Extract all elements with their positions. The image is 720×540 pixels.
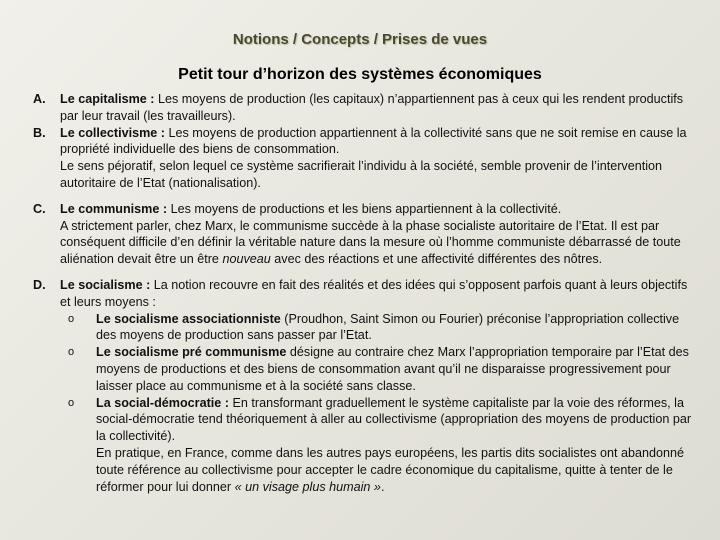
emphasis-text: « un visage plus humain » xyxy=(234,479,381,494)
list-item xyxy=(33,311,699,345)
section-d xyxy=(33,277,699,311)
list-item-body: désigne au contraire chez Marx l’appropriation temporaire par l’Etat des moyens de productions et des biens de consommation avant qu’il ne disparaisse progressivement pour laisser place au communisme et à la société sans classe. xyxy=(96,345,689,393)
header-title: Notions / Concepts / Prises de vues xyxy=(232,31,488,48)
list-item-body: (Proudhon, Saint Simon ou Fourier) préconise l’appropriation collective des moyens de production sans passer par l’Etat. xyxy=(96,311,680,343)
section-b xyxy=(33,125,699,192)
section-text-2 xyxy=(60,218,699,268)
bullet-icon: o xyxy=(68,312,75,325)
page-title: Petit tour d’horizon des systèmes économiques xyxy=(178,66,542,83)
section-text xyxy=(60,201,699,218)
list-item-text xyxy=(96,344,699,394)
list-item xyxy=(33,395,699,496)
content xyxy=(33,91,699,495)
section-body: La notion recouvre en fait des réalités et des idées qui s’opposent parfois quant à leurs objectifs et leurs moyens : xyxy=(60,277,688,309)
list-item-body: En transformant graduellement le système capitaliste par la voie des réformes, la social-démocratie tend théoriquement à aller au collectivisme (appropriation des moyens de production par la collectivité). xyxy=(96,395,692,444)
section-body: avec des réactions et une affectivité différentes des nôtres. xyxy=(270,252,603,267)
bullet-icon: o xyxy=(68,346,75,359)
section-letter: C. xyxy=(33,201,46,216)
list-item-text xyxy=(96,395,699,445)
section-body: Les moyens de production (les capitaux) n’appartiennent pas à ceux qui les rendent productifs par leur travail (les travailleurs). xyxy=(60,92,684,123)
list-item-text xyxy=(96,311,699,345)
list-item-term: La social-démocratie : xyxy=(96,395,229,410)
section-c xyxy=(33,201,699,268)
section-body: Les moyens de productions et les biens appartiennent à la collectivité. xyxy=(167,201,562,216)
list-item-text-2 xyxy=(96,445,699,495)
section-body: A strictement parler, chez Marx, le communisme succède à la phase socialiste autoritaire de l’Etat. Il est par conséquent difficile d’en définir la véritable nature dans la mesure où l’homme communiste débarrassé de toute aliénation devait être un être xyxy=(60,218,681,267)
section-term: Le socialisme : xyxy=(60,277,151,292)
emphasis-text: nouveau xyxy=(222,252,271,267)
section-letter: D. xyxy=(33,277,46,292)
section-text xyxy=(60,277,699,311)
section-text-2: Le sens péjoratif, selon lequel ce système sacrifierait l’individu à la société, semble provenir de l’intervention autoritaire de l’Etat (nationalisation). xyxy=(60,159,663,190)
list-item-term: Le socialisme associationniste xyxy=(96,311,281,326)
spacer xyxy=(33,192,699,201)
list-item-term: Le socialisme pré communisme xyxy=(96,345,287,360)
list-item-body: . xyxy=(380,479,385,494)
list-item-body: En pratique, en France, comme dans les autres pays européens, les partis dits socialistes ont abandonné toute référence au collectivisme pour accepter le cadre économique du capitalisme, quitte à tenter de le réformer pour lui donner xyxy=(96,445,685,494)
section-body: Les moyens de production appartiennent à la collectivité sans que ne soit remise en cause la propriété individuelle des biens de consommation. xyxy=(60,125,687,157)
section-term: Le communisme : xyxy=(60,201,168,216)
section-a xyxy=(33,91,699,125)
section-term: Le capitalisme : xyxy=(60,92,155,106)
list-item xyxy=(33,344,699,394)
section-letter: B. xyxy=(33,125,46,140)
section-term: Le collectivisme : xyxy=(60,125,165,140)
bullet-icon: o xyxy=(68,396,75,409)
section-text xyxy=(60,91,699,125)
spacer xyxy=(33,268,699,277)
section-text xyxy=(60,125,699,159)
section-letter: A. xyxy=(33,92,46,106)
